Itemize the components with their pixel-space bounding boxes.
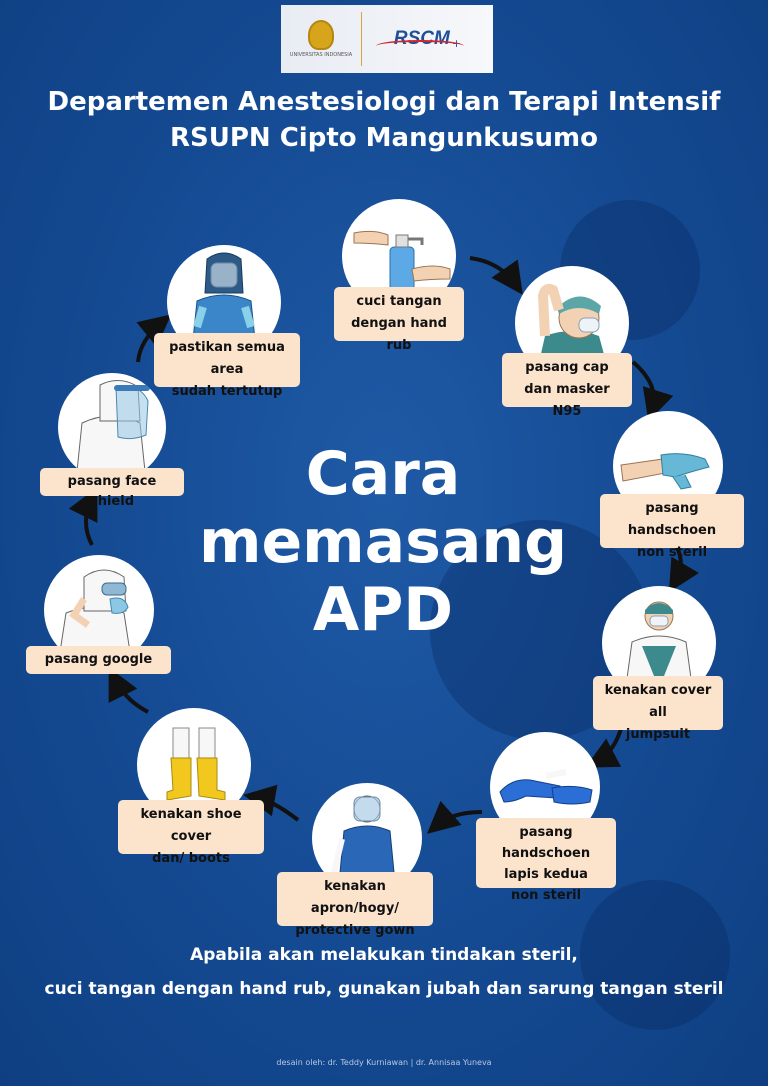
- footer-line-1: Apabila akan melakukan tindakan steril,: [190, 945, 578, 965]
- step-9-label-line-1: pasang face shield: [67, 474, 157, 509]
- step-6-label-line-1: kenakan apron/hogy/: [310, 879, 400, 916]
- logo-bar: [281, 5, 493, 73]
- title-line-3: APD: [312, 575, 454, 645]
- rscm-plus-icon: +: [451, 36, 462, 50]
- step-9-label: [40, 468, 184, 509]
- title-line-2: memasang: [198, 507, 568, 577]
- step-2-label-line-1: pasang cap: [525, 360, 609, 375]
- step-1-label-line-2: dengan hand rub: [351, 316, 447, 353]
- header-line-1: Departemen Anestesiologi dan Terapi Intensif: [47, 87, 721, 117]
- step-3-label-line-2: non steril: [636, 545, 708, 560]
- step-3-label: [600, 494, 744, 560]
- step-7-label: [118, 800, 264, 866]
- step-1-label: [334, 287, 464, 353]
- step-7-label-line-1: kenakan shoe cover: [140, 807, 242, 844]
- rscm-logo-text: RSCM: [393, 28, 450, 49]
- step-6-label-line-2: protective gown: [295, 923, 415, 938]
- header-line-2: RSUPN Cipto Mangunkusumo: [170, 123, 598, 153]
- arrow-step1-to-step2: [470, 258, 516, 285]
- arrow-step7-to-step8: [114, 678, 148, 712]
- rscm-logo: [362, 28, 493, 50]
- step-8-label-line-1: pasang google: [44, 652, 153, 667]
- design-credit: desain oleh: dr. Teddy Kurniawan | dr. Annisaa Yuneva: [276, 1058, 492, 1067]
- step-2-label: [502, 353, 632, 419]
- step-10-label: [154, 333, 300, 399]
- step-10-label-line-2: sudah tertutup: [171, 384, 283, 399]
- step-6-label: [277, 872, 433, 938]
- step-9-circle: [58, 373, 166, 481]
- step-10-label-line-1: pastikan semua area: [169, 340, 285, 377]
- footer-line-2: cuci tangan dengan hand rub, gunakan jubah dan sarung tangan steril: [44, 979, 724, 999]
- step-2-label-line-2: dan masker N95: [524, 382, 610, 419]
- step-5-label-line-3: non steril: [510, 888, 582, 903]
- footer-note: [0, 938, 768, 1006]
- rscm-swoosh-icon: [376, 40, 464, 52]
- step-4-label-line-1: kenakan cover all: [604, 683, 712, 720]
- step-5-label-line-2: lapis kedua: [504, 867, 588, 882]
- arrow-step2-to-step3: [633, 362, 654, 410]
- step-4-label-line-2: jumpsuit: [625, 727, 691, 742]
- ui-emblem-icon: [308, 20, 334, 50]
- ui-logo-name: UNIVERSITAS INDONESIA: [289, 52, 353, 58]
- title-line-1: Cara: [305, 439, 461, 509]
- face-shield-icon: [58, 373, 166, 481]
- step-7-label-line-2: dan/ boots: [152, 851, 230, 866]
- step-5-label: [476, 818, 616, 903]
- main-title: [168, 440, 598, 644]
- step-8-label: [26, 646, 171, 674]
- step-1-label-line-1: cuci tangan: [356, 294, 442, 309]
- ui-logo: [281, 5, 361, 73]
- step-3-label-line-1: pasang handschoen: [627, 501, 717, 538]
- step-4-label: [593, 676, 723, 742]
- step-5-label-line-1: pasang handschoen: [501, 825, 591, 861]
- header: [0, 84, 768, 156]
